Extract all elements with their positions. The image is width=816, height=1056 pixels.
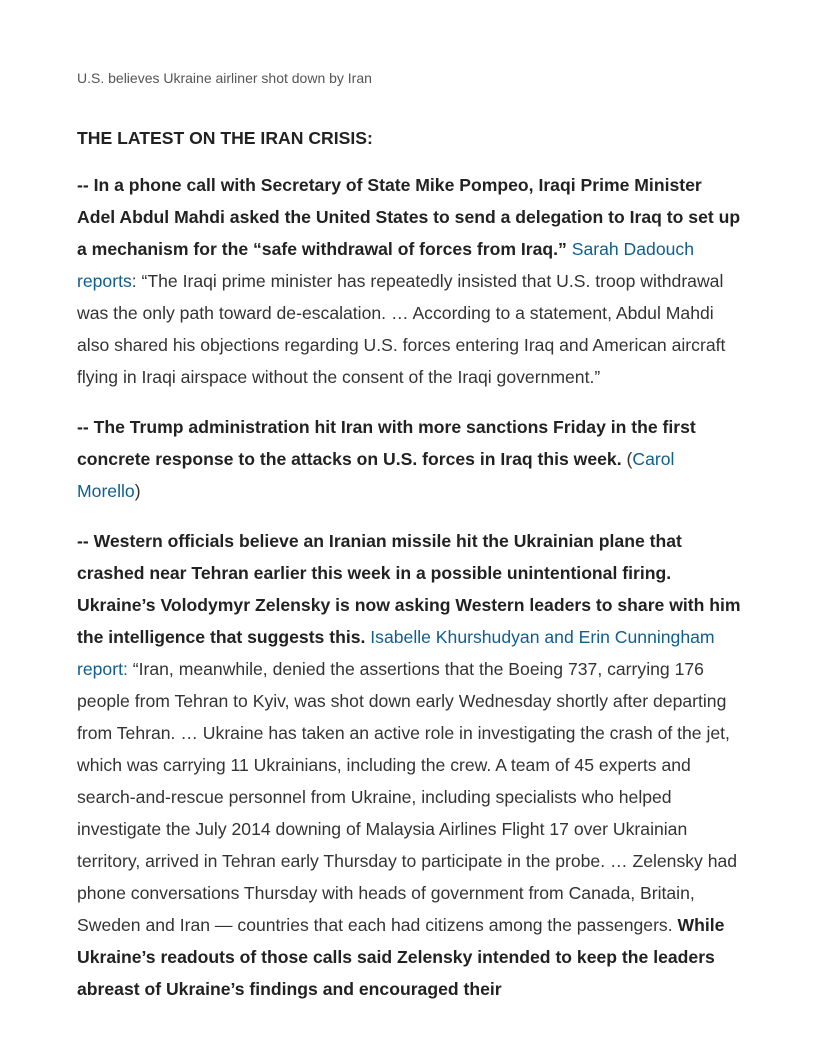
image-caption: U.S. believes Ukraine airliner shot down by Iran: [77, 70, 372, 86]
news-item-1: [77, 169, 741, 393]
item-2-open-paren: (: [626, 449, 633, 469]
item-3-lead: -- Western officials believe an Iranian missile hit the Ukrainian plane that crashed near Tehran earlier this week in a possible unintentional firing. Ukraine’s Volodymyr Zelensky is now asking Western leaders to share with him the intelligence that suggests this.: [77, 531, 741, 647]
item-3-quote: “Iran, meanwhile, denied the assertions that the Boeing 737, carrying 176 people from Tehran to Kyiv, was shot down early Wednesday shortly after departing from Tehran. … Ukraine has taken an active role in investigating the crash of the jet, which was carrying 11 Ukrainians, including the crew. A team of 45 experts and search-and-rescue personnel from Ukraine, including specialists who helped investigate the July 2014 downing of Malaysia Airlines Flight 17 over Ukrainian territory, arrived in Tehran early Thursday to participate in the probe. … Zelensky had phone conversations Thursday with heads of government from Canada, Britain, Sweden and Iran — countries that each had citizens among the passengers.: [77, 659, 738, 935]
item-2-close-paren: ): [134, 481, 141, 501]
news-item-2: [77, 411, 741, 507]
item-1-lead: -- In a phone call with Secretary of State Mike Pompeo, Iraqi Prime Minister Adel Abdul Mahdi asked the United States to send a delegation to Iraq to set up a mechanism for the “safe withdrawal of forces from Iraq.”: [77, 175, 741, 259]
news-item-3: [77, 525, 741, 1005]
item-2-lead: -- The Trump administration hit Iran with more sanctions Friday in the first concrete response to the attacks on U.S. forces in Iraq this week.: [77, 417, 696, 469]
item-1-quote: : “The Iraqi prime minister has repeatedly insisted that U.S. troop withdrawal was the only path toward de-escalation. … According to a statement, Abdul Mahdi also shared his objections regarding U.S. forces entering Iraq and American aircraft flying in Iraqi airspace without the consent of the Iraqi government.”: [77, 271, 726, 387]
item-2-source-link[interactable]: Carol Morello: [77, 449, 675, 501]
item-1-source-link[interactable]: Sarah Dadouch reports: [77, 239, 694, 291]
section-heading: THE LATEST ON THE IRAN CRISIS:: [77, 128, 373, 148]
item-3-source-link[interactable]: Isabelle Khurshudyan and Erin Cunningham report:: [77, 627, 715, 679]
item-3-bold-continuation: While Ukraine’s readouts of those calls said Zelensky intended to keep the leaders abreast of Ukraine’s findings and encouraged their: [77, 915, 725, 999]
